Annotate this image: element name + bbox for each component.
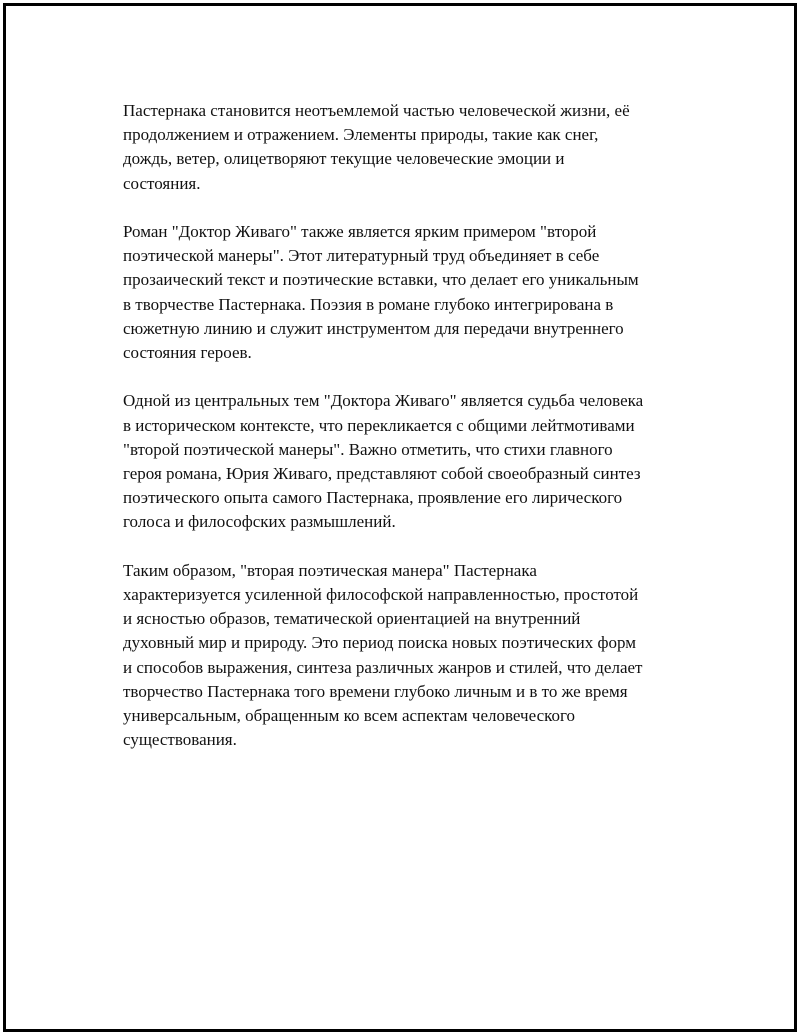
- text-line: голоса и философских размышлений.: [123, 512, 396, 532]
- paragraph-4: [123, 559, 698, 753]
- text-line: сюжетную линию и служит инструментом для передачи внутреннего: [123, 318, 624, 338]
- text-line: поэтической манеры". Этот литературный труд объединяет в себе: [123, 246, 600, 266]
- text-line: Пастернака становится неотъемлемой частью человеческой жизни, её: [123, 101, 630, 120]
- text-line: Таким образом, "вторая поэтическая манера" Пастернака: [123, 560, 537, 580]
- text-line: универсальным, обращенным ко всем аспектам человеческого: [123, 706, 576, 726]
- text-line: состояния героев.: [123, 343, 252, 363]
- text-line: Роман "Доктор Живаго" также является ярким примером "второй: [123, 222, 597, 241]
- text-line: "второй поэтической манеры". Важно отметить, что стихи главного: [123, 439, 613, 459]
- text-line: творчество Пастернака того времени глубоко личным и в то же время: [123, 681, 628, 701]
- text-line: Одной из центральных тем "Доктора Живаго" является судьба человека: [123, 391, 644, 411]
- text-line: существования.: [123, 730, 237, 750]
- text-line: дождь, ветер, олицетворяют текущие человеческие эмоции и: [123, 149, 565, 169]
- paragraph-1: [123, 99, 698, 196]
- page-frame: [3, 3, 797, 1032]
- text-line: в историческом контексте, что перекликается с общими лейтмотивами: [123, 415, 635, 435]
- text-line: духовный мир и природу. Это период поиска новых поэтических форм: [123, 633, 636, 653]
- paragraph-2: [123, 220, 698, 365]
- text-line: и ясностью образов, тематической ориентацией на внутренний: [123, 609, 581, 629]
- text-line: продолжением и отражением. Элементы природы, такие как снег,: [123, 125, 599, 145]
- text-line: в творчестве Пастернака. Поэзия в романе глубоко интегрирована в: [123, 294, 614, 314]
- document-body: [123, 99, 698, 777]
- paragraph-3: [123, 389, 698, 534]
- text-line: героя романа, Юрия Живаго, представляют собой своеобразный синтез: [123, 464, 641, 484]
- text-line: и способов выражения, синтеза различных жанров и стилей, что делает: [123, 657, 643, 677]
- text-line: состояния.: [123, 173, 201, 193]
- text-line: поэтического опыта самого Пастернака, проявление его лирического: [123, 488, 623, 508]
- text-line: характеризуется усиленной философской направленностью, простотой: [123, 585, 639, 605]
- text-line: прозаический текст и поэтические вставки, что делает его уникальным: [123, 270, 639, 290]
